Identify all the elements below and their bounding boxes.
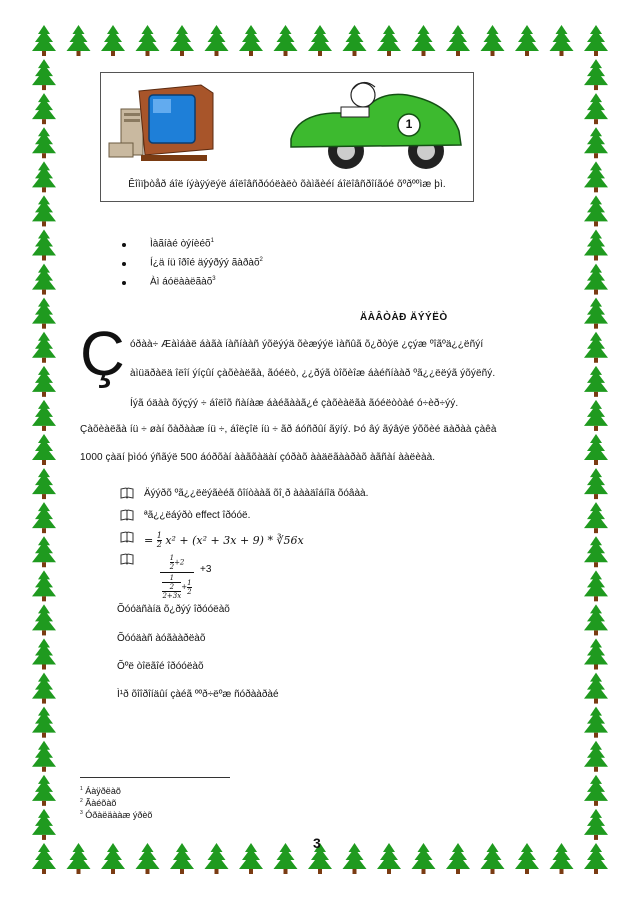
footnote-separator <box>80 777 230 778</box>
book-icon <box>120 553 134 565</box>
car-number: 1 <box>405 117 413 131</box>
instruction-line: Ì¹ð õîîðîíäûí çàéã ººð÷ëºæ ñóðààðàé <box>117 689 279 700</box>
task-item: Äýýðõ ºã¿¿ëëýãèéã ôîíòààã õî¸ð àààäîáíîä õóâàà. <box>120 488 368 510</box>
formula-item <box>120 532 368 554</box>
instruction-line: Õóóäàñ àóãààðëàõ <box>117 633 206 644</box>
bullet-list <box>120 238 263 295</box>
book-icon <box>120 509 134 521</box>
bullet-item: Í¿ä íü îðîé äýýðýý ãàðàõ$^2$ <box>120 257 263 276</box>
book-icon <box>120 531 134 543</box>
computer-and-car-clipart <box>101 73 473 177</box>
footnote: $^1$ Áàÿðëàõ <box>80 786 121 796</box>
footnote: $^3$ Óðàëäààæ ýðèõ <box>80 810 153 820</box>
chapter-title: ÄÀÂÒÀÐ ÄÝÝËÒ <box>360 312 448 323</box>
task-item: ªã¿¿ëáýðò effect îðóóë. <box>120 510 368 532</box>
instruction-line: Õºë òîëãîé îðóóëàõ <box>117 661 204 672</box>
paragraph-line: 1000 çàäí þìóó ýñãýë 500 áóðõàí ààãõàäàí çóðàõ ààäëãààðàõ àãñàí ààëèàà. <box>80 452 436 463</box>
equation: = $\frac{1}{2}$ x² + (x² + 3x + 9) * ∛56x <box>144 531 304 549</box>
illustration-caption: Êîìïþòåð áîë íýàÿýëýë áîëîâñðóóëàëò õàìãèéí áîëîâñðîíãóé õºðººìæ þì. <box>128 179 446 190</box>
paragraph-line: àìüäðàëä îëîí ýíçûí çàõèàëãà, ãóéëò, ¿¿ðýã òîõèîæ áàéñíààð ºã¿¿ëëýã ýõýëñý. <box>130 368 496 379</box>
bullet-item: Àì áóëààëãàõ$^3$ <box>120 276 263 295</box>
fraction-tail: +3 <box>200 564 212 575</box>
footnote: $^2$ Ãàéõàõ <box>80 798 117 808</box>
bullet-item: Ìàãíàé òýíèéõ$^1$ <box>120 238 263 257</box>
continued-fraction-item <box>120 554 368 602</box>
paragraph-line: Íýã óäàà õýçýý ÷ áîëîõ ñàíàæ áàéãààã¿é çàõèàëãà ãóéëòòàé ó÷èð÷ýý. <box>130 398 459 409</box>
book-icon <box>120 487 134 499</box>
instruction-line: Õóóäñàíä õ¿ðýý îðóóëàõ <box>117 604 230 615</box>
continued-fraction: $\frac{1}{2}$ +2 1 2 2+3x + $\frac{1}{2}$ <box>160 554 194 600</box>
footnotes <box>80 786 152 822</box>
header-illustration <box>100 72 474 202</box>
task-list <box>120 488 368 602</box>
drop-cap-letter: Ç <box>80 320 125 389</box>
page-number: 3 <box>313 835 321 851</box>
paragraph-line: Çàõèàëãà íü ÷ øàí õàðààæ íü ÷, áîëçîë íü ÷ ãð áóñðûí ãÿíý. Þó âý ãýâýë ýõõèé äàðàà çàêà <box>80 424 497 435</box>
paragraph-line: óðàà÷ Æàìáàë áàãà íàñíààñ ýõëýýä õèæýýë ìàñûã õ¿ðòýë ¿çýæ ºîãºä¿¿ëñýí <box>130 339 484 350</box>
